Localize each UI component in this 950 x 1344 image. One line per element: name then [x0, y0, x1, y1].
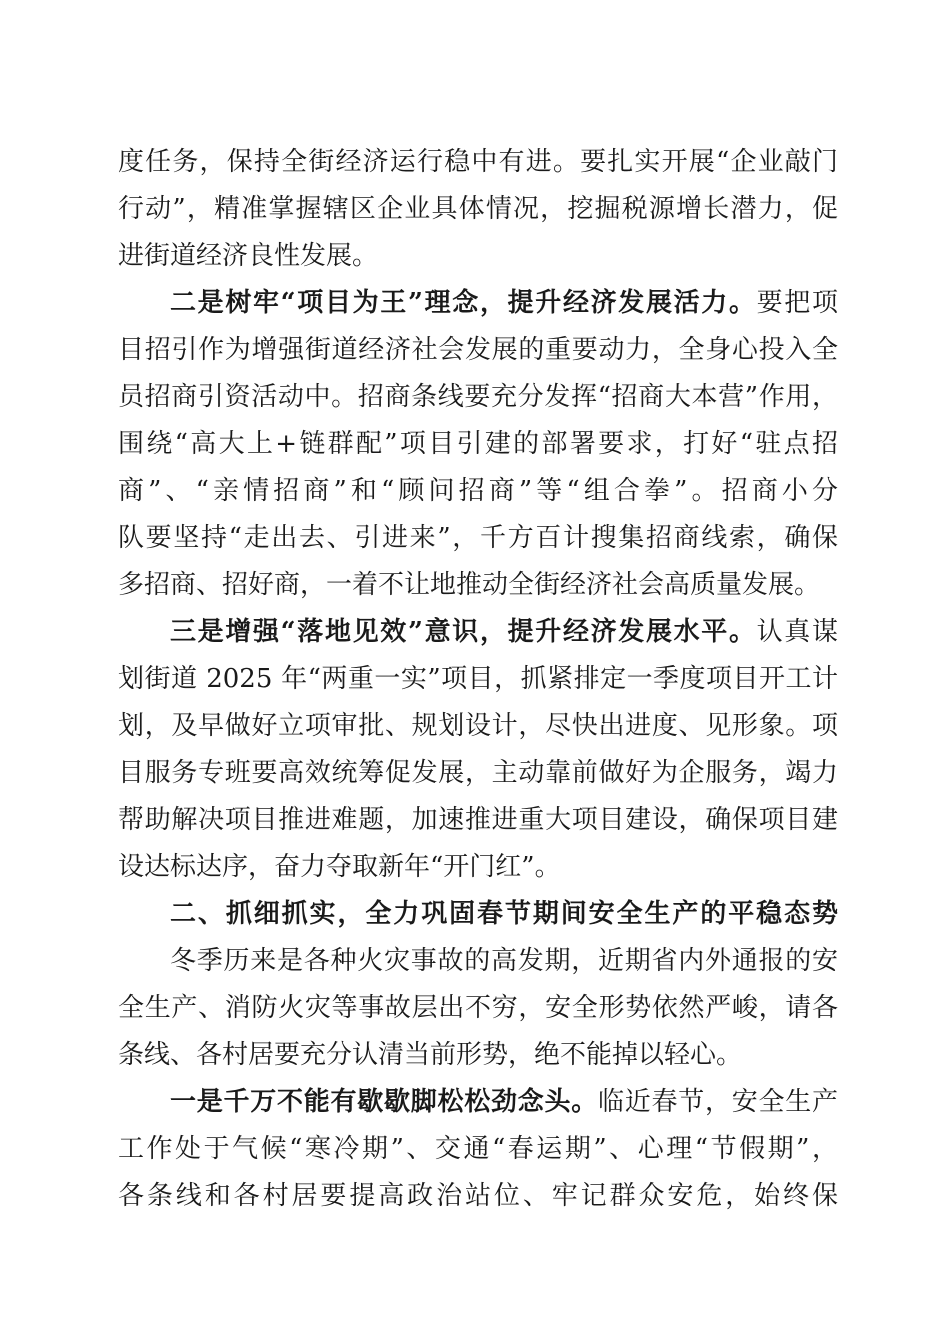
paragraph-line: 全生产、消防火灾等事故层出不穷，安全形势依然严峻，请各	[118, 993, 838, 1023]
paragraph-line	[170, 612, 838, 652]
paragraph-line: 条线、各村居要充分认清当前形势，绝不能掉以轻心。	[118, 1040, 743, 1070]
paragraph-line	[170, 1082, 838, 1122]
paragraph-line: 进街道经济良性发展。	[118, 241, 379, 271]
paragraph-line: 划街道 2025 年“两重一实”项目，抓紧排定一季度项目开工计	[118, 664, 838, 694]
paragraph-text: 临近春节，安全生产	[597, 1087, 838, 1117]
paragraph-line: 员招商引资活动中。招商条线要充分发挥“招商大本营”作用，	[118, 382, 838, 412]
paragraph-line: 队要坚持“走出去、引进来”，千方百计搜集招商线索，确保	[118, 523, 838, 553]
paragraph-line: 行动”，精准掌握辖区企业具体情况，挖掘税源增长潜力，促	[118, 194, 838, 224]
paragraph-line: 围绕“高大上+链群配”项目引建的部署要求，打好“驻点招	[118, 429, 838, 459]
paragraph-line: 帮助解决项目推进难题，加速推进重大项目建设，确保项目建	[118, 805, 838, 835]
paragraph-line: 设达标达序，奋力夺取新年“开门红”。	[118, 852, 561, 882]
paragraph-lead: 一是千万不能有歇歇脚松松劲念头。	[170, 1087, 598, 1117]
paragraph-lead: 三是增强“落地见效”意识，提升经济发展水平。	[170, 617, 757, 647]
paragraph-line: 冬季历来是各种火灾事故的高发期，近期省内外通报的安	[170, 946, 838, 976]
paragraph-line: 目服务专班要高效统筹促发展，主动靠前做好为企服务，竭力	[118, 758, 838, 788]
paragraph-text: 要把项	[756, 288, 838, 318]
paragraph-line: 多招商、招好商，一着不让地推动全街经济社会高质量发展。	[118, 570, 821, 600]
paragraph-line: 目招引作为增强街道经济社会发展的重要动力，全身心投入全	[118, 335, 838, 365]
paragraph-line: 度任务，保持全街经济运行稳中有进。要扎实开展“企业敲门	[118, 147, 838, 177]
paragraph-line: 各条线和各村居要提高政治站位、牢记群众安危，始终保	[118, 1181, 838, 1211]
paragraph-line: 划，及早做好立项审批、规划设计，尽快出进度、见形象。项	[118, 711, 838, 741]
paragraph-line: 商”、“亲情招商”和“顾问招商”等“组合拳”。招商小分	[118, 476, 838, 506]
paragraph-line	[170, 283, 838, 323]
paragraph-text: 认真谋	[756, 617, 838, 647]
section-heading: 二、抓细抓实，全力巩固春节期间安全生产的平稳态势	[170, 899, 838, 929]
paragraph-lead: 二是树牢“项目为王”理念，提升经济发展活力。	[170, 288, 757, 318]
paragraph-line: 工作处于气候“寒冷期”、交通“春运期”、心理“节假期”，	[118, 1134, 838, 1164]
